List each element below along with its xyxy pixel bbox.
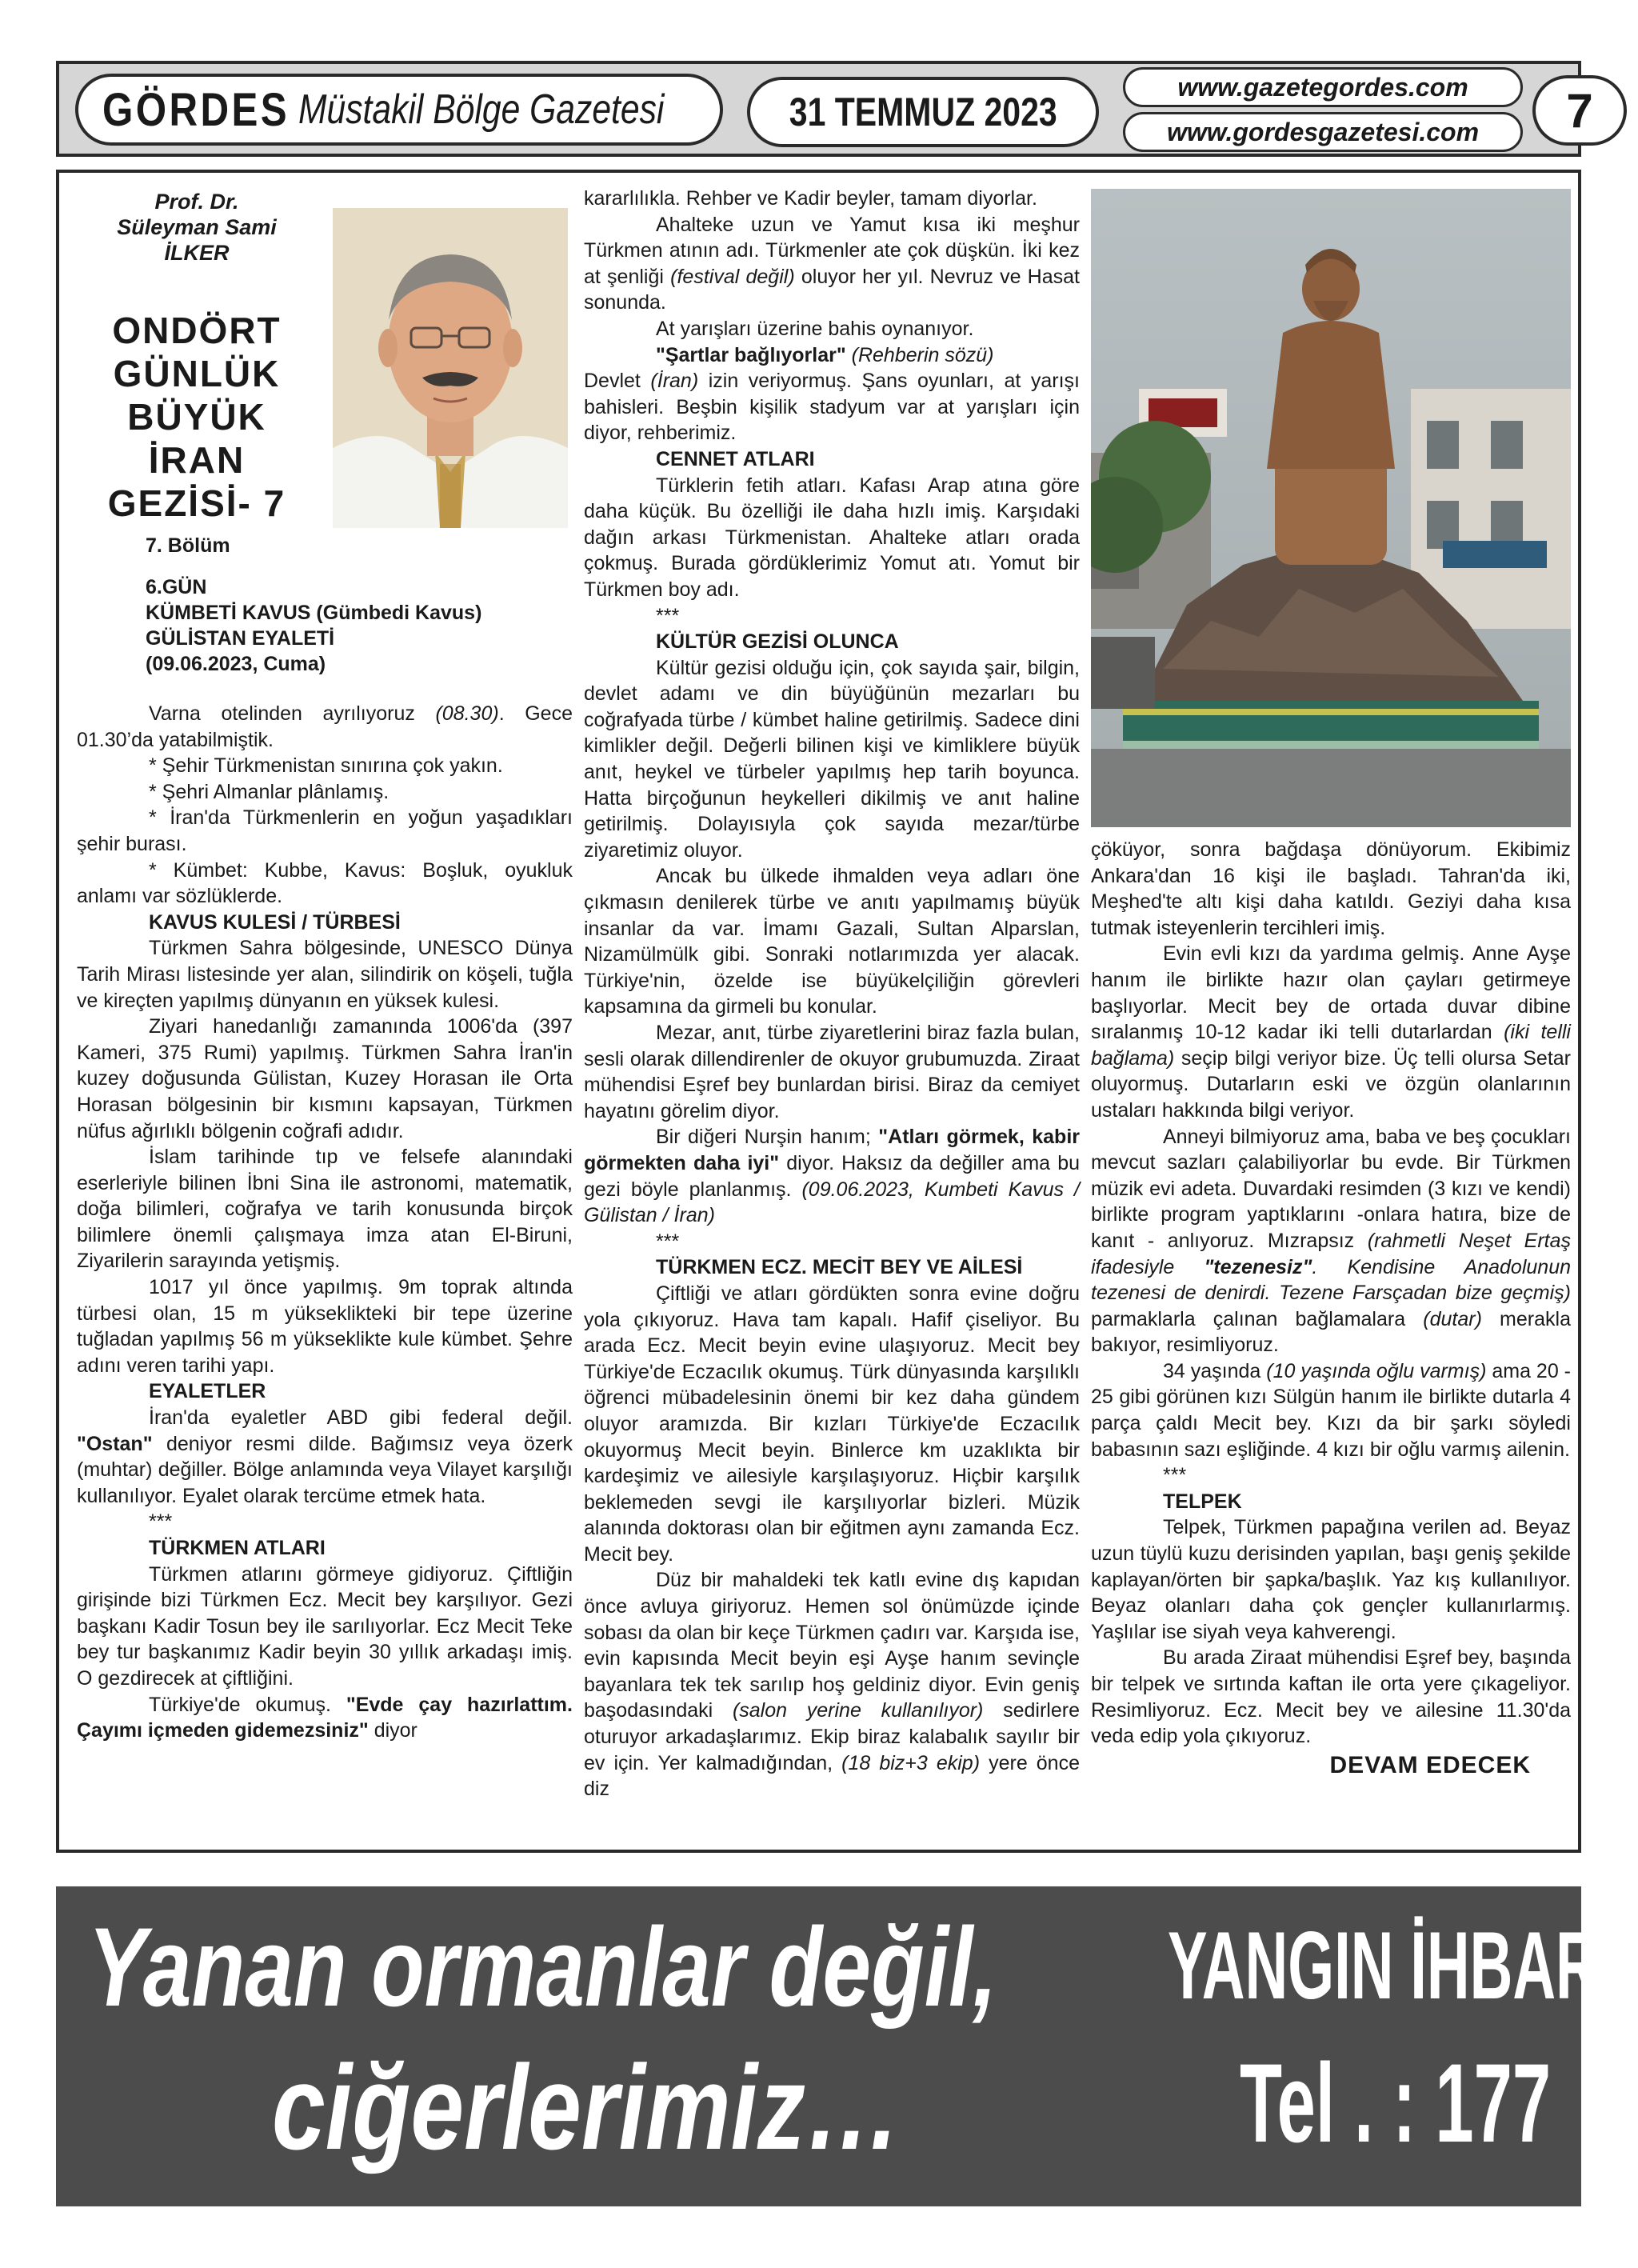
section-heading: TÜRKMEN ECZ. MECİT BEY VE AİLESİ xyxy=(656,1256,1023,1279)
paragraph: Kültür gezisi olduğu için, çok sayıda şair, bilgin, devlet adamı ve din büyüğünün mezarları bu coğrafyada türbe / kümbet haline getirilmiş. Sadece dini kimlikler değil. Değerli bilinen kişi ve kimliklere büyük anıt, heykel ve türbeler yapılmış hep tarih boyunca. Hatta birçoğunun heykelleri dikilmiş ve anıt haline getirilmiş. Dolayısıyla çok sayıda mezar/türbe ziyaretimiz oluyor. xyxy=(584,656,1080,862)
author-portrait-photo xyxy=(333,208,568,528)
url-pill-1[interactable] xyxy=(1123,67,1523,107)
banner-slogan-line-1: Yanan ormanlar değil, xyxy=(88,1904,997,2030)
url-pill-2[interactable] xyxy=(1123,112,1523,152)
paragraph: Ahalteke uzun ve Yamut kısa iki meşhur Türkmen atının adı. Türkmenler ate çok düşkün. İki kez at şenliği (festival değil) oluyor her yıl. Nevruz ve Hasat sonunda. xyxy=(584,213,1080,314)
author-name: Prof. Dr. Süleyman Sami İLKER xyxy=(117,190,277,265)
paragraph: Ziyari hanedanlığı zamanında 1006'da (397 Kameri, 375 Rumi) yapılmış. Türkmen Sahra İran'in kuzey doğusunda Gülistan, Kuzey Horasan ile Orta Horasan bölgesinin bir kısmını kapsayan, Türkmen nüfus ağırlıklı bölgenin coğrafi adıdır. xyxy=(77,1015,573,1142)
paragraph: Bu arada Ziraat mühendisi Eşref bey, başında bir telpek ve sırtında kaftan ile orta yere çıkageliyor. Resimliyoruz. Ecz. Mecit bey ve ailesine 11.30'da veda edip yola çıkıyoruz. xyxy=(1091,1646,1571,1748)
separator: *** xyxy=(1163,1464,1187,1487)
paragraph: Düz bir mahaldeki tek katlı evine dış kapıdan önce avluya giriyoruz. Hemen sol önümüzde içinde sobası da olan bir keçe Türkmen çadırı var. Karşıda ise, evin kapısında Mecit beyin eşi Ayşe hanım sevinçle bayanlara tek tek sarılıp hoş geldiniz diyor. Evin geniş başodasındaki (salon yerine kullanılıyor) sedirlere oturuyor arkadaşlarımız. Ekip biraz kalabalık sayılır bir ev için. Yer kalmadığından, (18 biz+3 ekip) yere önce diz xyxy=(584,1569,1080,1801)
brand-name: GÖRDES xyxy=(102,83,290,136)
author-block xyxy=(77,189,573,557)
section-heading: EYALETLER xyxy=(149,1380,266,1403)
paragraph: Varna otelinden ayrılıyoruz (08.30). Gece 01.30’da yatabilmiştik. xyxy=(77,702,573,751)
paragraph: Evin evli kızı da yardıma gelmiş. Anne Ayşe hanım ile birlikte hazır olan çayları getirmeye başlıyorlar. Mecit bey de ortada duvar dibine sıralanmış 10-12 kadar iki telli dutarlardan (iki telli bağlama) seçip bilgi veriyor bize. Üç telli olursa Setar oluyormuş. Dutarların eski ve özgün olanlarının ustaları hakkında bilgi veriyor. xyxy=(1091,942,1571,1122)
paragraph: At yarışları üzerine bahis oynanıyor. xyxy=(656,317,974,340)
website-link-1[interactable]: www.gazetegordes.com xyxy=(1177,72,1468,102)
paragraph: İran'da eyaletler ABD gibi federal değil. "Ostan" deniyor resmi dilde. Bağımsız veya özerk (muhtar) değiller. Bölge anlamında veya Vilayet karşılığı kullanılıyor. Eyalet olarak tercüme etmek hata. xyxy=(77,1406,573,1507)
date-pill xyxy=(747,77,1099,147)
paragraph: Türkmen atlarını görmeye gidiyoruz. Çiftliğin girişinde bizi Türkmen Ecz. Mecit bey karşılıyor. Gezi başkanı Kadir Tosun bey ile sarılıyorlar. Ecz Mecit Teke bey tur başkanımız Kadir beyin 30 yıllık arkadaşı imiş. O gezdirecek at çiftliğini. xyxy=(77,1562,573,1690)
separator: *** xyxy=(656,1230,680,1253)
paragraph: 34 yaşında (10 yaşında oğlu varmış) ama 20 - 25 gibi görünen kızı Sülgün hanım ile birlikte dutarla 4 parça çaldı Mecit bey. Kızı da bir şarkı söyledi babasının sazı eşliğinde. 4 kızı bir oğlu varmış ailenin. xyxy=(1091,1359,1571,1461)
paragraph: Türklerin fetih atları. Kafası Arap atına göre daha küçük. Bu özelliği ile daha hızlı imiş. Karşıdaki dağın arkası Türkmenistan. Ahalteke atları orada çokmuş. Burada gördüklerimiz Yomut atı. Yomut bir Türkmen boy adı. xyxy=(584,474,1080,601)
brand-tagline: Müstakil Bölge Gazetesi xyxy=(298,86,665,133)
page-number: 7 xyxy=(1566,83,1593,138)
paragraph: "Şartlar bağlıyorlar" (Rehberin sözü) xyxy=(656,343,994,366)
article-column-1 xyxy=(77,189,573,1744)
paragraph: Mezar, anıt, türbe ziyaretlerini biraz fazla bulan, sesli olarak dillendirenler de okuyor grubumuzda. Ziraat mühendisi Eşref bey bunlardan birisi. Biraz da cemiyet hayatını görelim diyor. xyxy=(584,1022,1080,1122)
section-heading: KÜLTÜR GEZİSİ OLUNCA xyxy=(656,630,899,654)
bullet-note: * Kümbet: Kubbe, Kavus: Boşluk, oyukluk anlamı var sözlüklerde. xyxy=(77,858,573,908)
masthead xyxy=(56,61,1593,157)
issue-date: 31 TEMMUZ 2023 xyxy=(789,90,1057,134)
article-column-2 xyxy=(584,186,1080,1802)
fire-phone-number[interactable]: Tel . : 177 xyxy=(1240,2040,1552,2166)
paragraph: çöküyor, sonra bağdaşa dönüyorum. Ekibimiz Ankara'dan 16 kişi ile başladı. Tahran'da iki, Meşhed'te altı kişi daha katıldı. Geziyi daha kısa tutmak isteyenlerin tercihleri imiş. xyxy=(1091,838,1571,939)
statue-square-photo xyxy=(1091,189,1571,827)
part-label: 7. Bölüm xyxy=(146,534,230,557)
page-number-pill xyxy=(1532,75,1627,146)
paragraph: Anneyi bilmiyoruz ama, baba ve beş çocukları mevcut sazları çalabiliyorlar bu evde. Bir Türkmen müzik evi adeta. Duvardaki resimden (3 kızı ve kendi) birlikte program yaptıklarını -onlara hatıra, bize de kanıt - anlıyoruz. Mızrapsız (rahmetli Neşet Ertaş ifadesiyle "tezenesiz". Kendisine Anadolunun tezenesi de denirdi. Tezene Farsçadan bize geçmiş) parmaklarla çalınan bağlamalara (dutar) merakla bakıyor, resimliyoruz. xyxy=(1091,1125,1572,1357)
paragraph: Türkiye'de okumuş. "Evde çay hazırlattım. Çayımı içmeden gidemezsiniz" diyor xyxy=(77,1693,573,1742)
article xyxy=(56,170,1581,1853)
banner-slogan-line-2: ciğerlerimiz… xyxy=(272,2040,901,2174)
article-column-3 xyxy=(1091,189,1571,1778)
website-link-2[interactable]: www.gordesgazetesi.com xyxy=(1166,117,1480,146)
separator: *** xyxy=(656,604,680,627)
section-heading: KAVUS KULESİ / TÜRBESİ xyxy=(149,910,401,934)
continued-label: DEVAM EDECEK xyxy=(1329,1751,1531,1778)
bullet-note: * Şehri Almanlar plânlamış. xyxy=(149,780,390,803)
paragraph: 1017 yıl önce yapılmış. 9m toprak altında türbesi olan, 15 m yükseklikteki bir tepe üzerine tuğladan yapılmış 56 m yükseklikte kule kümbet. Şehre adını veren tarihi yapı. xyxy=(77,1276,573,1377)
separator: *** xyxy=(149,1510,173,1534)
section-heading: CENNET ATLARI xyxy=(656,447,815,470)
paragraph: Ancak bu ülkede ihmalden veya adları öne çıkmasın denilerek türbe ve anıtı yapılmamış büyük insanlar da var. İmamı Gazali, Sultan Alparslan, Nizamülmülk gibi. Sonraki notlarımızda yer alacak. Türkiye'nin, özelde ise büyükelçiliğin görevleri kapsamına da girmeli bu konular. xyxy=(584,865,1080,1018)
paragraph: kararlılıkla. Rehber ve Kadir beyler, tamam diyorlar. xyxy=(584,187,1037,210)
day-heading: 6.GÜN KÜMBETİ KAVUS (Gümbedi Kavus) GÜLİSTAN EYALETİ (09.06.2023, Cuma) xyxy=(146,576,482,675)
paragraph: İslam tarihinde tıp ve felsefe alanındaki eserleriyle bilinen İbni Sina ile astronomi, matematik, doğa bilimleri, coğrafya ve tarih konusunda birçok bilimlere önemli çalışmaya imza atan El-Biruni, Ziyarilerin sarayında yetişmiş. xyxy=(77,1146,573,1273)
fire-alert-banner xyxy=(56,1886,1599,2206)
paragraph: Çiftliği ve atları gördükten sonra evine doğru yola çıkıyoruz. Hava tam kapalı. Hafif çiseliyor. Bu arada Ecz. Mecit beyin evine ulaşıyoruz. Mecit bey Türkiye'de Eczacılık okumuş. Türk dünyasında karşılıklı öğrenci mübadelesinin önemi bir kez daha gündem oluyor aramızda. Bir kızları Türkiye'de Eczacılık okuyormuş Mecit beyin. Binlerce km uzaklıkta bir kardeşimiz ve ailesiyle karşılaşıyoruz. Hiçbir karşılık beklemeden sevgi ile karşılıyorlar bizleri. Müzik alanında doktorası olan bir eğitmen aynı zamanda Ecz. Mecit bey. xyxy=(584,1282,1080,1566)
brand-pill xyxy=(75,74,723,146)
paragraph: Devlet (İran) izin veriyormuş. Şans oyunları, at yarışı bahisleri. Beşbin kişilik stadyum var at yarışları için diyor, rehberimiz. xyxy=(584,370,1080,445)
fire-report-label: YANGIN İHBAR xyxy=(1168,1912,1599,2019)
bullet-note: * Şehir Türkmenistan sınırına çok yakın. xyxy=(149,754,503,778)
paragraph: Bir diğeri Nurşin hanım; "Atları görmek, kabir görmekten daha iyi" diyor. Haksız da değiller ama bu gezi böyle planlanmış. (09.06.2023, Kumbeti Kavus / Gülistan / İran) xyxy=(584,1126,1080,1227)
paragraph: Telpek, Türkmen papağına verilen ad. Beyaz uzun tüylü kuzu derisinden yapılan, başı geniş şekilde kaplayan/örten bir şapka/başlık. Yaz kış kullanılıyor. Beyaz olanları daha çok gençler kullanırlarmış. Yaşlılar ise siyah veya kahverengi. xyxy=(1091,1516,1571,1643)
bullet-note: * İran'da Türkmenlerin en yoğun yaşadıkları şehir burası. xyxy=(77,806,573,855)
paragraph: Türkmen Sahra bölgesinde, UNESCO Dünya Tarih Mirası listesinde yer alan, silindirik on köşeli, tuğla ve kireçten yapılmış dünyanın en yüksek kulesi. xyxy=(77,937,573,1012)
section-heading: TÜRKMEN ATLARI xyxy=(149,1537,326,1559)
article-title: ONDÖRT GÜNLÜK BÜYÜK İRAN GEZİSİ- 7 xyxy=(107,310,286,524)
section-heading: TELPEK xyxy=(1163,1490,1242,1513)
